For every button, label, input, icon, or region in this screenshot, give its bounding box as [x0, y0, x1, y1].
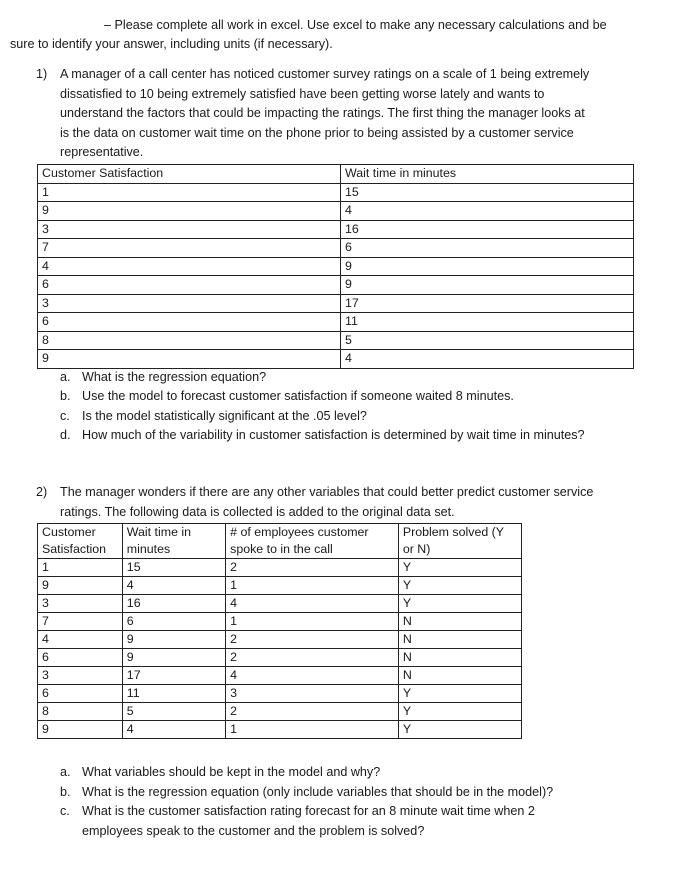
table-row: [38, 350, 634, 369]
subquestion-label: a.: [60, 370, 71, 384]
table-cell: 1: [226, 577, 399, 595]
table-cell: 1: [38, 183, 341, 202]
table-cell: 4: [226, 595, 399, 613]
table-cell: 11: [122, 685, 225, 703]
question-text-line: A manager of a call center has noticed customer survey ratings on a scale of 1 being extremely: [60, 67, 590, 81]
table-row: [38, 559, 522, 577]
table-row: [38, 721, 522, 739]
table-row: [38, 294, 634, 313]
table-cell: 16: [122, 595, 225, 613]
subquestion-text: What is the regression equation?: [82, 370, 267, 384]
table-cell: 6: [122, 613, 225, 631]
table-cell: 3: [38, 294, 341, 313]
table-cell: 9: [341, 276, 634, 295]
table-cell: Y: [398, 577, 521, 595]
subquestion-text: Is the model statistically significant at the .05 level?: [82, 408, 367, 423]
subquestion-label: b.: [60, 389, 71, 404]
multi-variable-table: [37, 523, 522, 739]
question-number: 2): [36, 485, 48, 499]
table-cell: 4: [122, 721, 225, 739]
question-text-line: is the data on customer wait time on the phone prior to being assisted by a customer service: [60, 125, 574, 140]
table-cell: 9: [122, 649, 225, 667]
table-cell: 11: [341, 313, 634, 332]
subquestion-label: d.: [60, 427, 71, 442]
table-cell: 15: [341, 183, 634, 202]
question-text-line: ratings. The following data is collected is added to the original data set.: [60, 504, 455, 519]
column-header: [398, 524, 521, 559]
column-header: [226, 524, 399, 559]
table-cell: 16: [341, 220, 634, 239]
column-header-line: spoke to in the call: [230, 542, 333, 556]
table-cell: 2: [226, 631, 399, 649]
table-cell: 2: [226, 649, 399, 667]
subquestion-text: Use the model to forecast customer satisfaction if someone waited 8 minutes.: [82, 389, 514, 404]
column-header-line: Satisfaction: [42, 542, 107, 556]
table-cell: Y: [398, 703, 521, 721]
table-cell: 6: [38, 649, 123, 667]
table-cell: Y: [398, 721, 521, 739]
table-header-row: [38, 524, 522, 559]
wait-time-table: [37, 164, 634, 369]
table-cell: 4: [122, 577, 225, 595]
subquestion-label: a.: [60, 765, 71, 779]
table-cell: 17: [341, 294, 634, 313]
column-header: [38, 524, 123, 559]
table-cell: 6: [38, 313, 341, 332]
subquestion-text: What is the customer satisfaction rating forecast for an 8 minute wait time when 2: [82, 804, 535, 818]
table-cell: Y: [398, 595, 521, 613]
table-cell: Y: [398, 685, 521, 703]
table-row: [38, 331, 634, 350]
column-header-line: # of employees customer: [230, 525, 369, 539]
column-header-line: minutes: [126, 542, 171, 556]
table-row: [38, 313, 634, 332]
table-row: [38, 276, 634, 295]
table-cell: 3: [38, 667, 123, 685]
table-row: [38, 703, 522, 721]
subquestion-text: How much of the variability in customer satisfaction is determined by wait time in minutes?: [82, 427, 585, 442]
table-cell: 1: [38, 559, 123, 577]
table-cell: 2: [226, 703, 399, 721]
column-header-line: Wait time in: [126, 525, 192, 539]
table-cell: 9: [38, 350, 341, 369]
intro-line-1: – Please complete all work in excel. Use excel to make any necessary calculations and be: [104, 18, 607, 32]
column-header: [122, 524, 225, 559]
table-cell: 15: [122, 559, 225, 577]
table-header-row: [38, 165, 634, 184]
table-cell: 9: [38, 577, 123, 595]
subquestion-text: What variables should be kept in the model and why?: [82, 765, 381, 779]
table-row: [38, 257, 634, 276]
column-header-line: or N): [402, 542, 431, 556]
question-text-line: dissatisfied to 10 being extremely satisfied have been getting worse lately and wants to: [60, 86, 545, 101]
table-cell: 9: [38, 202, 341, 221]
table-cell: 3: [38, 220, 341, 239]
table-cell: 6: [341, 239, 634, 258]
table-cell: 6: [38, 276, 341, 295]
table-row: [38, 631, 522, 649]
table-cell: N: [398, 667, 521, 685]
table-cell: 9: [341, 257, 634, 276]
question-text-line: understand the factors that could be impacting the ratings. The first thing the manager looks at: [60, 106, 585, 120]
table-cell: 4: [38, 257, 341, 276]
table-row: [38, 202, 634, 221]
table-cell: 17: [122, 667, 225, 685]
subquestion-label: c.: [60, 804, 70, 818]
table-cell: 3: [226, 685, 399, 703]
column-header: Customer Satisfaction: [38, 165, 341, 184]
table-row: [38, 649, 522, 667]
table-row: [38, 685, 522, 703]
table-cell: 1: [226, 721, 399, 739]
subquestion-text: employees speak to the customer and the problem is solved?: [82, 823, 425, 838]
table-cell: 1: [226, 613, 399, 631]
table-row: [38, 239, 634, 258]
question-number: 1): [36, 67, 48, 81]
column-header: Wait time in minutes: [341, 165, 634, 184]
table-cell: 5: [341, 331, 634, 350]
table-row: [38, 220, 634, 239]
table-cell: N: [398, 649, 521, 667]
table-row: [38, 577, 522, 595]
column-header-line: Customer: [42, 525, 96, 539]
table-cell: 6: [38, 685, 123, 703]
table-cell: 9: [122, 631, 225, 649]
table-row: [38, 613, 522, 631]
table-cell: 8: [38, 331, 341, 350]
table-row: [38, 183, 634, 202]
table-cell: N: [398, 631, 521, 649]
column-header-line: Problem solved (Y: [402, 525, 505, 539]
subquestion-label: b.: [60, 784, 71, 799]
table-cell: 4: [38, 631, 123, 649]
table-cell: 3: [38, 595, 123, 613]
table-cell: N: [398, 613, 521, 631]
subquestion-label: c.: [60, 408, 70, 423]
table-cell: 8: [38, 703, 123, 721]
table-cell: 4: [341, 350, 634, 369]
table-cell: 9: [38, 721, 123, 739]
question-text-line: The manager wonders if there are any other variables that could better predict customer service: [60, 485, 594, 499]
table-cell: 7: [38, 613, 123, 631]
question-text-line: representative.: [60, 145, 144, 159]
table-cell: 4: [341, 202, 634, 221]
table-row: [38, 595, 522, 613]
table-cell: 5: [122, 703, 225, 721]
table-cell: 2: [226, 559, 399, 577]
table-row: [38, 667, 522, 685]
table-cell: 7: [38, 239, 341, 258]
subquestion-text: What is the regression equation (only include variables that should be in the model)?: [82, 784, 554, 799]
table-cell: Y: [398, 559, 521, 577]
table-cell: 4: [226, 667, 399, 685]
intro-line-2: sure to identify your answer, including units (if necessary).: [10, 37, 333, 51]
